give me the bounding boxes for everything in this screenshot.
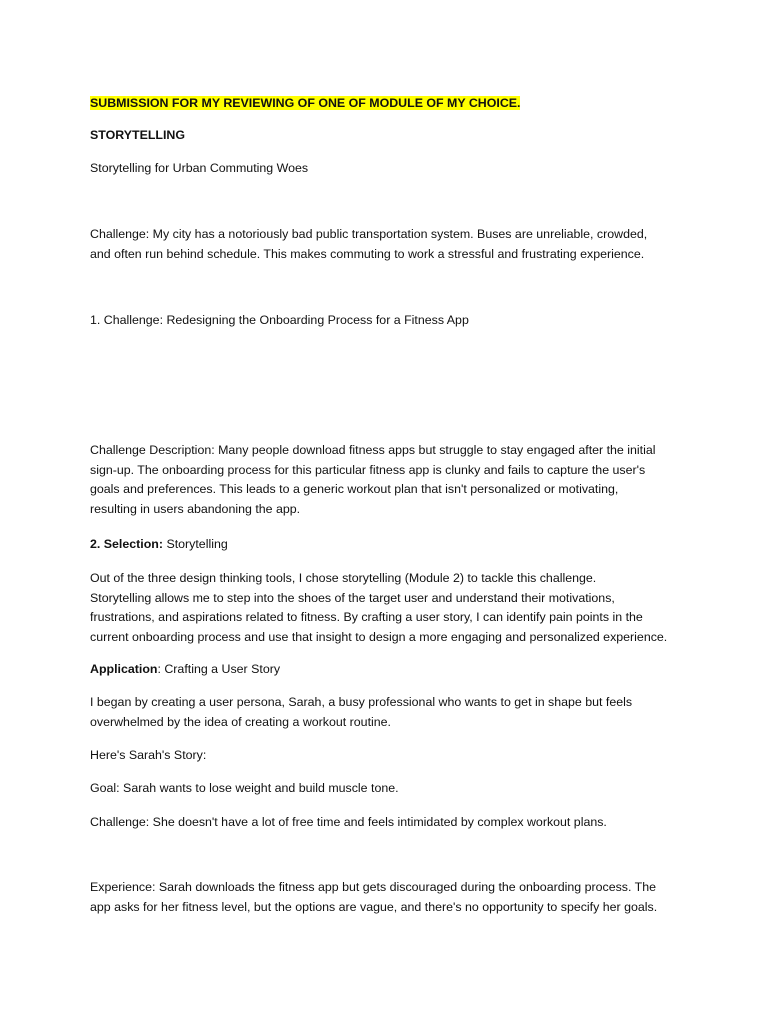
challenge-1-heading: 1. Challenge: Redesigning the Onboarding Process for a Fitness App xyxy=(90,313,469,327)
application-line xyxy=(90,660,690,680)
challenge-description xyxy=(90,441,690,519)
selection-value: Storytelling xyxy=(163,537,228,551)
selection-paragraph xyxy=(90,569,690,647)
selection-line xyxy=(90,535,690,555)
submission-heading xyxy=(90,94,690,114)
challenge-line: Challenge: My city has a notoriously bad public transportation system. Buses are unreliable, crowded, xyxy=(90,227,648,241)
selection-para-line: current onboarding process and use that insight to design a more engaging and personalized experience. xyxy=(90,629,668,644)
highlighted-heading: SUBMISSION FOR MY REVIEWING OF ONE OF MODULE OF MY CHOICE. xyxy=(90,96,521,110)
story-heading: Here's Sarah's Story: xyxy=(90,748,207,762)
experience-paragraph xyxy=(90,878,690,917)
persona-line: I began by creating a user persona, Sarah, a busy professional who wants to get in shape but feels xyxy=(90,695,633,709)
persona-paragraph xyxy=(90,693,690,732)
subtitle: Storytelling for Urban Commuting Woes xyxy=(90,161,309,175)
experience-line: app asks for her fitness level, but the options are vague, and there's no opportunity to specify her goals. xyxy=(90,899,658,914)
challenge-paragraph xyxy=(90,225,690,264)
description-line: resulting in users abandoning the app. xyxy=(90,501,301,516)
description-line: sign-up. The onboarding process for this particular fitness app is clunky and fails to capture the user's xyxy=(90,462,646,477)
selection-para-line: Storytelling allows me to step into the shoes of the target user and understand their motivations, xyxy=(90,590,615,605)
experience-line: Experience: Sarah downloads the fitness app but gets discouraged during the onboarding process. The xyxy=(90,880,656,894)
sarah-challenge-line: Challenge: She doesn't have a lot of free time and feels intimidated by complex workout plans. xyxy=(90,815,607,829)
selection-label: 2. Selection: xyxy=(90,537,163,551)
goal-line: Goal: Sarah wants to lose weight and build muscle tone. xyxy=(90,781,399,795)
persona-line: overwhelmed by the idea of creating a workout routine. xyxy=(90,714,391,729)
selection-para-line: Out of the three design thinking tools, I chose storytelling (Module 2) to tackle this challenge. xyxy=(90,571,597,585)
section-title: STORYTELLING xyxy=(90,128,185,142)
application-label: Application xyxy=(90,662,158,676)
application-value: : Crafting a User Story xyxy=(157,662,281,676)
selection-para-line: frustrations, and aspirations related to fitness. By crafting a user story, I can identify pain points in the xyxy=(90,610,643,624)
description-line: goals and preferences. This leads to a generic workout plan that isn't personalized or motivating, xyxy=(90,482,619,496)
challenge-line: and often run behind schedule. This makes commuting to work a stressful and frustrating experience. xyxy=(90,246,645,261)
description-line: Challenge Description: Many people download fitness apps but struggle to stay engaged after the initial xyxy=(90,443,656,457)
